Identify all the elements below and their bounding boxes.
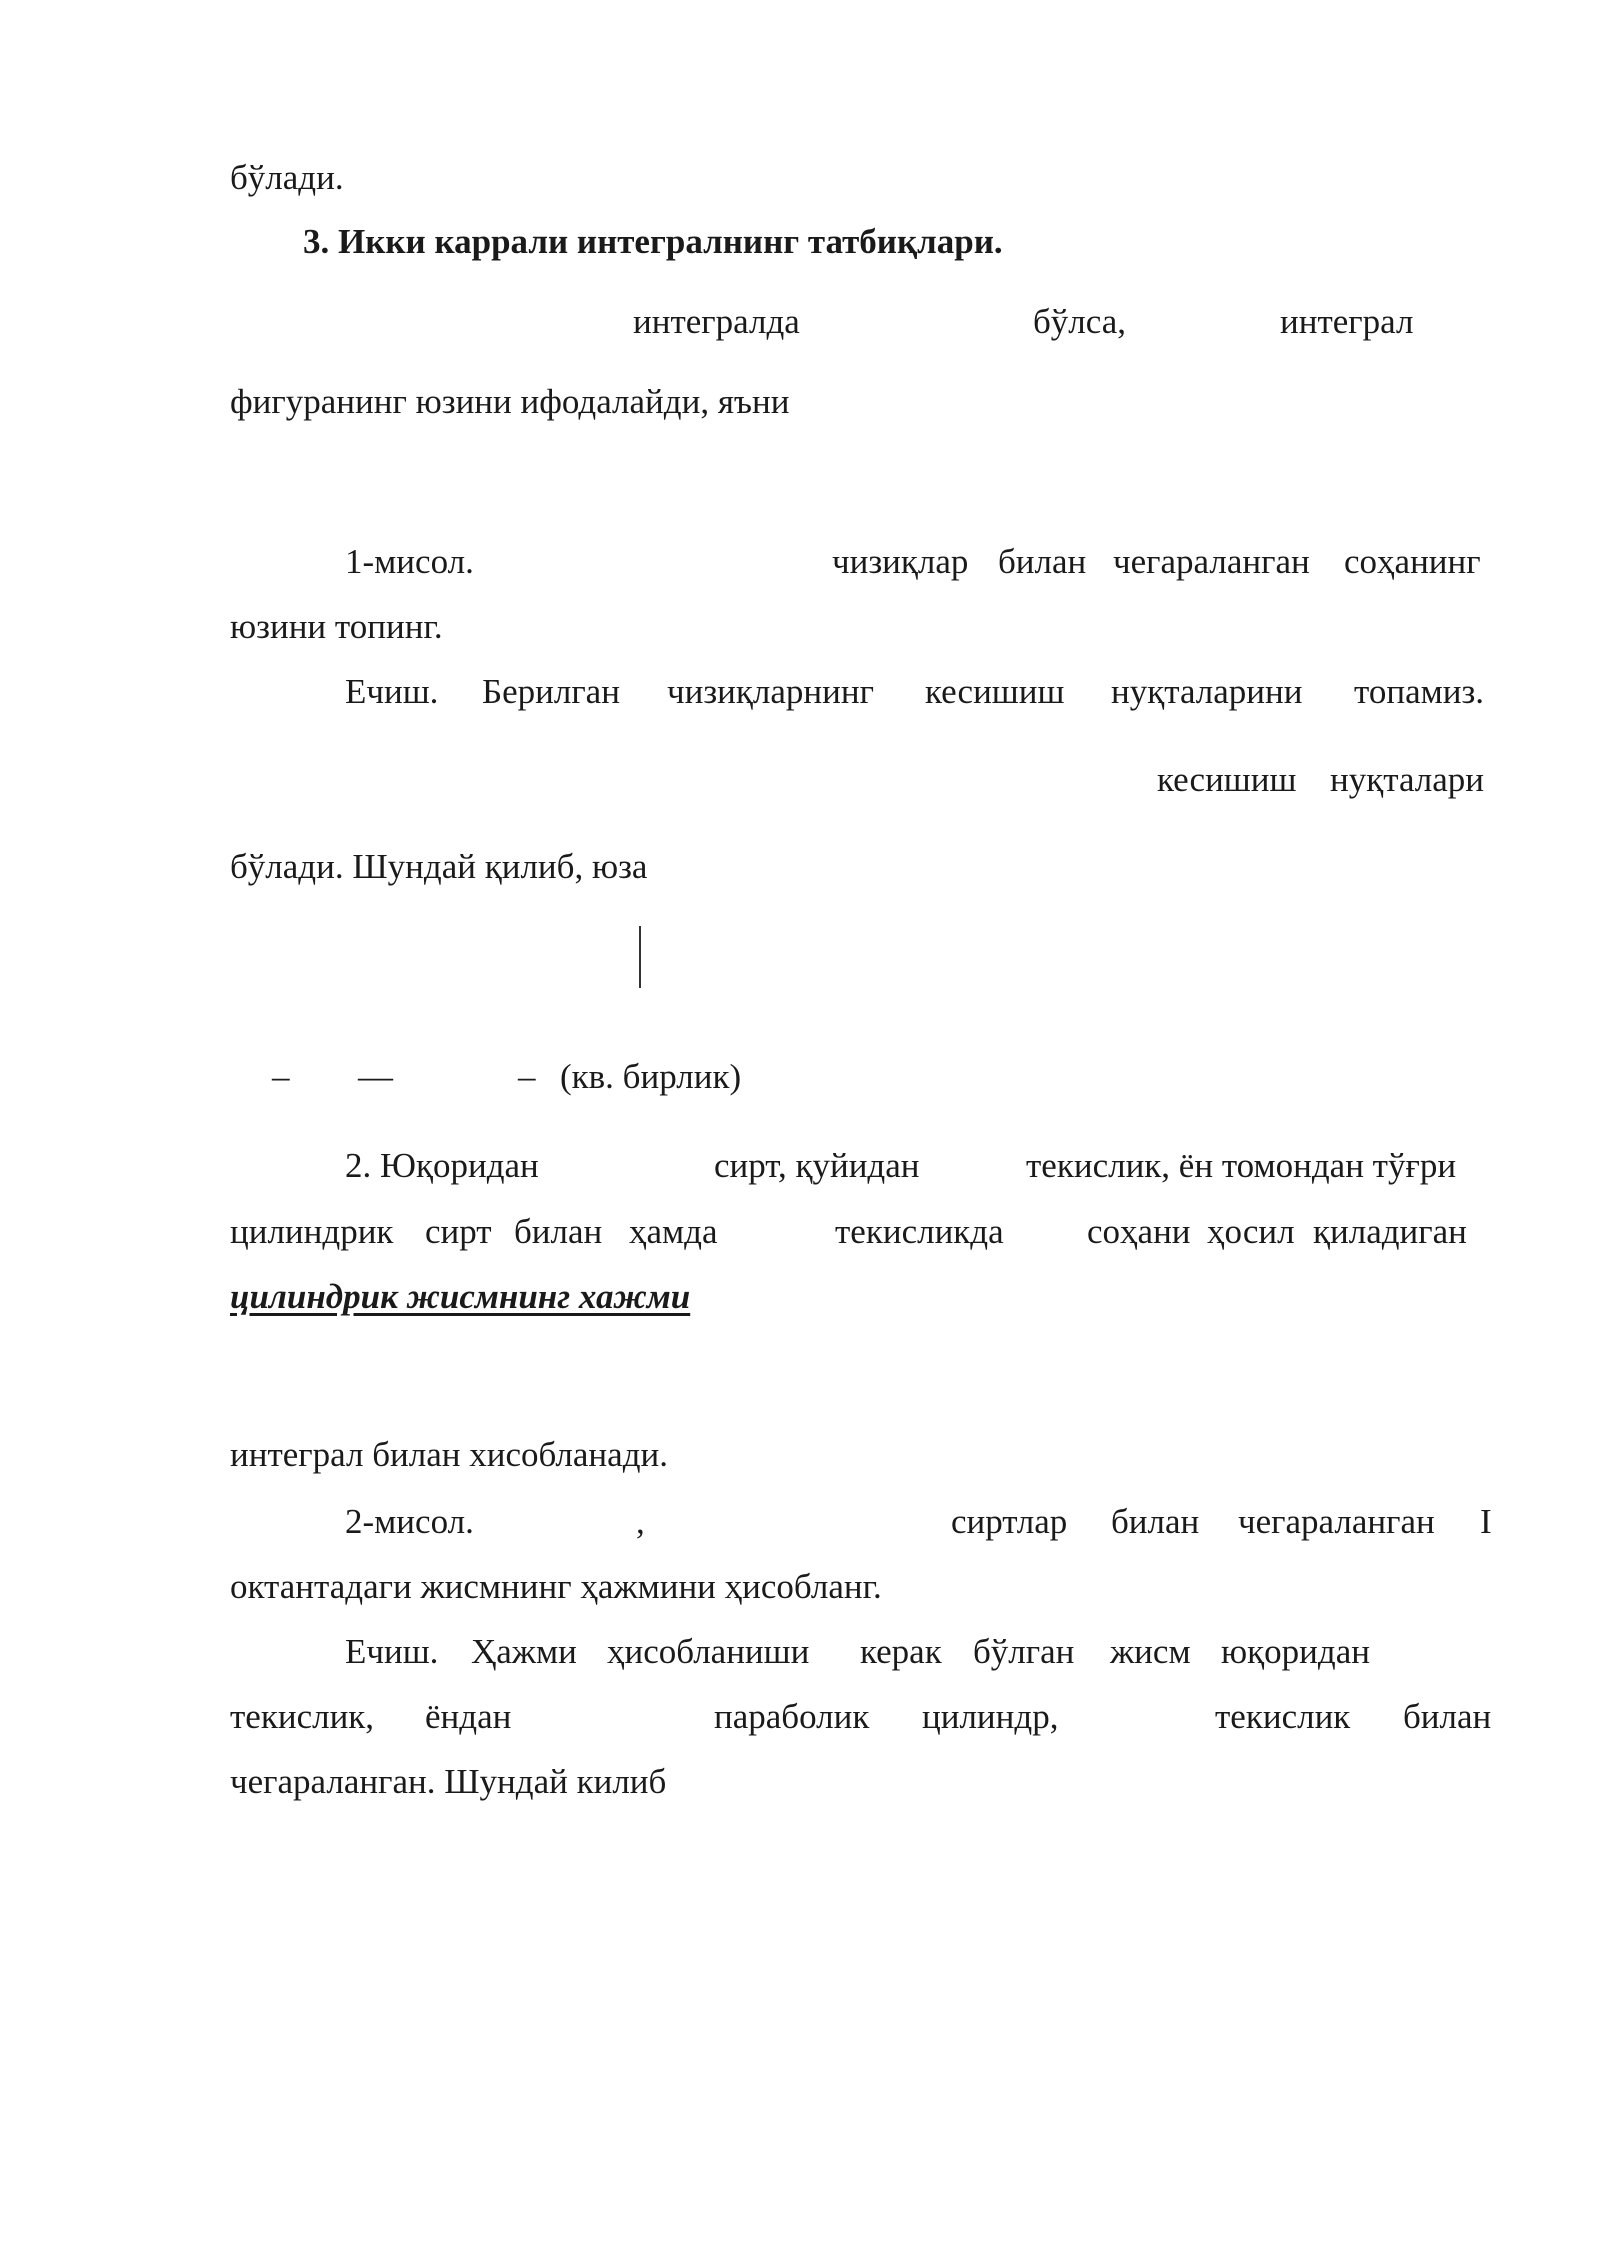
text-word: чизиқлар bbox=[832, 542, 969, 581]
formula-dash: – bbox=[272, 1057, 290, 1096]
text-line: бўлади. bbox=[230, 158, 344, 197]
text-word: интеграл bbox=[1280, 302, 1414, 341]
text-word: бўлган bbox=[973, 1632, 1075, 1671]
text-word: чизиқларнинг bbox=[667, 672, 874, 711]
text-word: 2. Юқоридан bbox=[345, 1146, 539, 1185]
text-word: билан bbox=[998, 542, 1087, 581]
text-line: фигуранинг юзини ифодалайди, яъни bbox=[230, 382, 790, 421]
text-word: ҳисобланиши bbox=[607, 1632, 810, 1671]
text-line: интеграл билан хисобланади. bbox=[230, 1435, 668, 1474]
formula-dash: — bbox=[358, 1057, 393, 1096]
text-line: октантадаги жисмнинг ҳажмини ҳисобланг. bbox=[230, 1567, 882, 1606]
formula-dash: – bbox=[518, 1057, 536, 1096]
text-word: билан bbox=[1403, 1697, 1492, 1736]
text-word: топамиз. bbox=[1354, 672, 1485, 711]
evaluation-bar bbox=[639, 926, 641, 988]
text-word: ҳосил bbox=[1207, 1212, 1295, 1251]
text-word: кесишиш bbox=[925, 672, 1065, 711]
text-word: Ечиш. bbox=[345, 1632, 439, 1671]
text-word: цилиндр, bbox=[922, 1697, 1059, 1736]
text-word: қиладиган bbox=[1313, 1212, 1467, 1251]
text-word: ёндан bbox=[425, 1697, 512, 1736]
emphasized-term: цилиндрик жисмнинг хажми bbox=[230, 1277, 691, 1316]
text-word: чегараланган bbox=[1238, 1502, 1435, 1541]
text-word: I bbox=[1480, 1502, 1492, 1541]
text-word: керак bbox=[860, 1632, 942, 1671]
text-word: цилиндрик bbox=[230, 1212, 394, 1251]
text-word: сирт bbox=[425, 1212, 492, 1251]
text-word: нуқталарини bbox=[1111, 672, 1303, 711]
text-word: текислик bbox=[1215, 1697, 1351, 1736]
text-word: чегараланган bbox=[1113, 542, 1310, 581]
text-word: юқоридан bbox=[1221, 1632, 1370, 1671]
text-word: Ҳажми bbox=[471, 1632, 577, 1671]
text-line: юзини топинг. bbox=[230, 607, 443, 646]
text-word: билан bbox=[514, 1212, 603, 1251]
text-word: бўлса, bbox=[1033, 302, 1127, 341]
text-word: нуқталари bbox=[1330, 760, 1485, 799]
text-word: кесишиш bbox=[1157, 760, 1297, 799]
text-word: параболик bbox=[714, 1697, 870, 1736]
text-word: соҳани bbox=[1087, 1212, 1191, 1251]
text-word: соҳанинг bbox=[1344, 542, 1481, 581]
text-word: текисликда bbox=[835, 1212, 1004, 1251]
text-word: Ечиш. bbox=[345, 672, 439, 711]
text-word: интегралда bbox=[633, 302, 800, 341]
text-line: бўлади. Шундай қилиб, юза bbox=[230, 847, 648, 886]
section-heading: 3. Икки каррали интегралнинг татбиқлари. bbox=[303, 222, 1003, 261]
example-label: 2-мисол. bbox=[345, 1502, 474, 1541]
text-word: Берилган bbox=[482, 672, 620, 711]
text-word: ҳамда bbox=[629, 1212, 718, 1251]
area-unit: (кв. бирлик) bbox=[560, 1057, 742, 1096]
text-word: сирт, қуйидан bbox=[714, 1146, 920, 1185]
text-word: , bbox=[636, 1502, 645, 1541]
text-word: текислик, ён томондан тўғри bbox=[1026, 1146, 1457, 1185]
example-label: 1-мисол. bbox=[345, 542, 474, 581]
text-word: сиртлар bbox=[951, 1502, 1068, 1541]
text-word: текислик, bbox=[230, 1697, 375, 1736]
text-word: билан bbox=[1111, 1502, 1200, 1541]
text-word: жисм bbox=[1110, 1632, 1191, 1671]
text-line: чегараланган. Шундай килиб bbox=[230, 1762, 667, 1801]
